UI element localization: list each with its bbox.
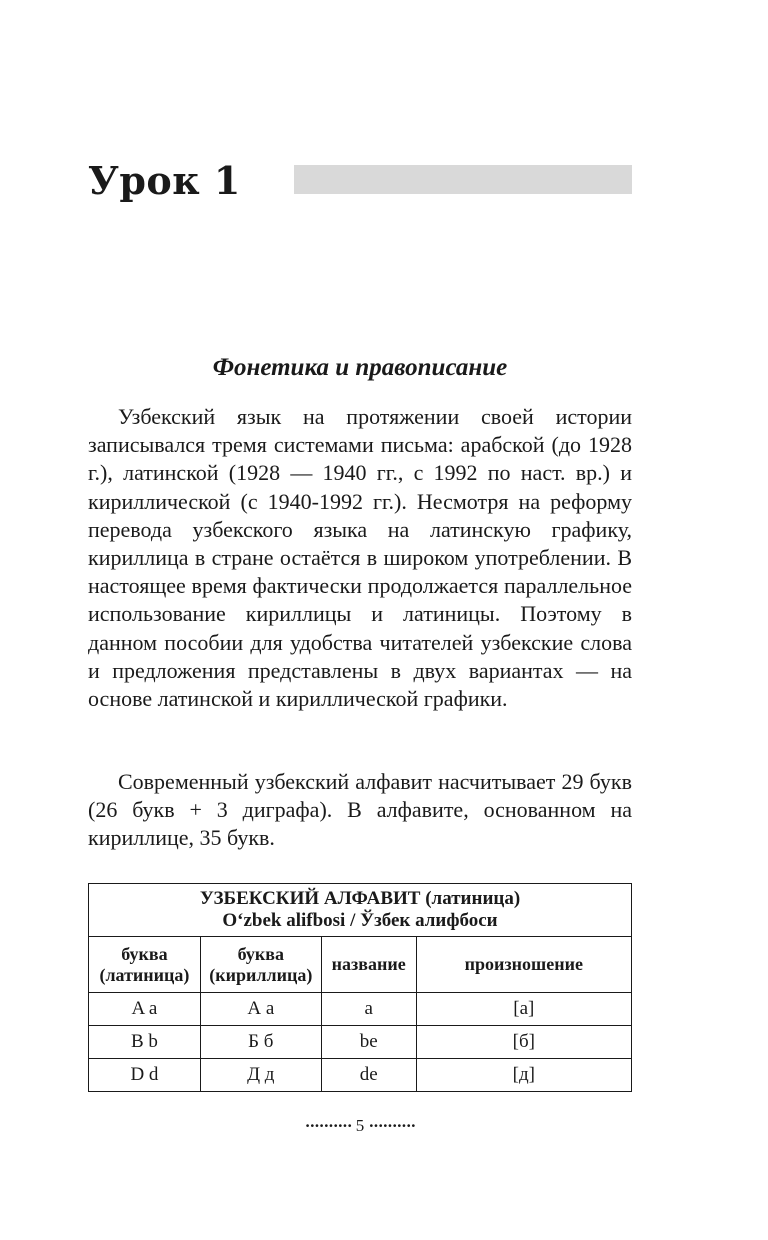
alphabet-count-paragraph: Современный узбекский алфавит насчитывает 29 букв (26 букв + 3 диграфа). В алфавите, основанном на кириллице, 35 букв. bbox=[88, 769, 632, 851]
header-latin-line2: (латиница) bbox=[99, 964, 190, 985]
header-pronunciation: произношение bbox=[416, 937, 631, 993]
cell-pronunciation: [б] bbox=[416, 1026, 631, 1059]
cell-cyrillic: А а bbox=[200, 993, 321, 1026]
cell-name: a bbox=[321, 993, 416, 1026]
cell-latin: A a bbox=[89, 993, 201, 1026]
header-name: название bbox=[321, 937, 416, 993]
lesson-title: Урок 1 bbox=[88, 158, 241, 203]
cell-latin: B b bbox=[89, 1026, 201, 1059]
cell-name: de bbox=[321, 1059, 416, 1092]
table-caption bbox=[89, 884, 632, 937]
header-cyrillic bbox=[200, 937, 321, 993]
header-latin bbox=[89, 937, 201, 993]
cell-name: be bbox=[321, 1026, 416, 1059]
section-heading: Фонетика и правописание bbox=[212, 354, 508, 381]
cell-pronunciation: [а] bbox=[416, 993, 631, 1026]
page-dots-left: ·········· bbox=[304, 1116, 352, 1135]
page-number: 5 bbox=[355, 1116, 365, 1135]
cell-pronunciation: [д] bbox=[416, 1059, 631, 1092]
table-row bbox=[89, 993, 632, 1026]
table-caption-line2: O‘zbek alifbosi / Ўзбек алифбоси bbox=[222, 910, 498, 931]
title-decor-bar bbox=[294, 165, 632, 194]
intro-paragraph: Узбекский язык на протяжении своей истории записывался тремя системами письма: арабской (до 1928 г.), латинской (1928 — 1940 гг., с 1992 по наст. вр.) и кириллической (с 1940-1992 гг.). Несмотря на реформу перевода узбекского языка на латинскую графику, кириллица в стране остаётся в широком употреблении. В настоящее время фактически продолжается параллельное использование кириллицы и латиницы. Поэтому в данном пособии для удобства читателей узбекские слова и предложения представлены в двух вариантах — на основе латинской и кириллической графики. bbox=[88, 404, 632, 712]
cell-cyrillic: Б б bbox=[200, 1026, 321, 1059]
header-latin-line1: буква bbox=[121, 943, 168, 964]
cell-cyrillic: Д д bbox=[200, 1059, 321, 1092]
cell-latin: D d bbox=[89, 1059, 201, 1092]
table-row bbox=[89, 1026, 632, 1059]
page-dots-right: ·········· bbox=[368, 1116, 416, 1135]
header-cyrillic-line1: буква bbox=[237, 943, 284, 964]
header-cyrillic-line2: (кириллица) bbox=[209, 964, 313, 985]
alphabet-table bbox=[88, 883, 632, 1092]
table-row bbox=[89, 1059, 632, 1092]
page-footer bbox=[88, 1114, 632, 1138]
table-caption-line1: УЗБЕКСКИЙ АЛФАВИТ (латиница) bbox=[199, 888, 521, 909]
